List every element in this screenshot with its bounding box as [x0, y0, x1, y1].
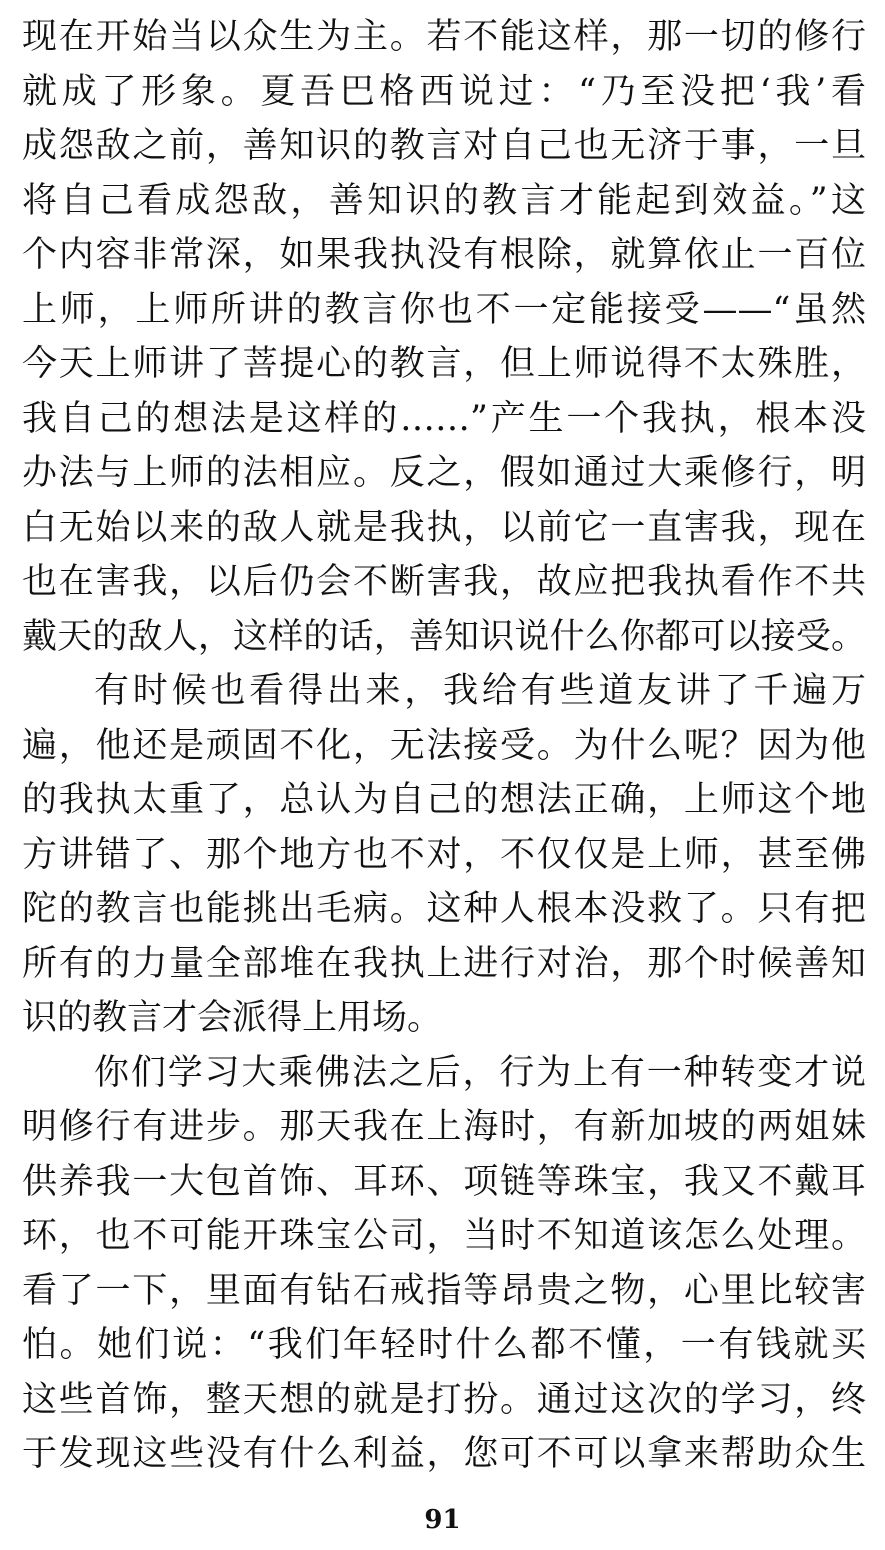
text-line: 上师，上师所讲的教言你也不一定能接受——“虽然 [22, 289, 866, 330]
text-line: 识的教言才会派得上用场。 [22, 998, 443, 1038]
text-line: 明修行有进步。那天我在上海时，有新加坡的两姐妹 [22, 1107, 866, 1147]
text-line: 这些首饰，整天想的就是打扮。通过这次的学习，终 [22, 1379, 866, 1420]
text-line: 办法与上师的法相应。反之，假如通过大乘修行，明 [22, 453, 866, 493]
text-line: 你们学习大乘佛法之后，行为上有一种转变才说 [94, 1052, 866, 1093]
text-line: 方讲错了、那个地方也不对，不仅仅是上师，甚至佛 [22, 834, 866, 875]
text-line: 于发现这些没有什么利益，您可不可以拿来帮助众生 [22, 1434, 866, 1474]
text-line: 所有的力量全部堆在我执上进行对治，那个时候善知 [22, 943, 866, 984]
text-line: 白无始以来的敌人就是我执，以前它一直害我，现在 [22, 507, 866, 548]
page-number: 91 [424, 1505, 461, 1535]
text-line: 遍，他还是顽固不化，无法接受。为什么呢？因为他 [22, 725, 866, 766]
text-line: 将自己看成怨敌，善知识的教言才能起到效益。”这 [22, 180, 866, 221]
text-line: 陀的教言也能挑出毛病。这种人根本没救了。只有把 [22, 889, 866, 929]
text-line: 戴天的敌人，这样的话，善知识说什么你都可以接受。 [22, 616, 866, 657]
text-line: 也在害我，以后仍会不断害我，故应把我执看作不共 [22, 562, 866, 602]
text-line: 就成了形象。夏吾巴格西说过：“乃至没把‘我’看 [22, 71, 866, 112]
text-line: 环，也不可能开珠宝公司，当时不知道该怎么处理。 [22, 1216, 866, 1256]
text-line: 有时候也看得出来，我给有些道友讲了千遍万 [94, 671, 866, 711]
text-line: 看了一下，里面有钻石戒指等昂贵之物，心里比较害 [22, 1270, 866, 1311]
text-line: 今天上师讲了菩提心的教言，但上师说得不太殊胜， [22, 344, 866, 384]
text-line: 的我执太重了，总认为自己的想法正确，上师这个地 [22, 780, 866, 820]
text-line: 现在开始当以众生为主。若不能这样，那一切的修行 [22, 17, 866, 57]
text-line: 个内容非常深，如果我执没有根除，就算依止一百位 [22, 235, 866, 275]
text-line: 怕。她们说：“我们年轻时什么都不懂，一有钱就买 [22, 1325, 866, 1365]
text-line: 成怨敌之前，善知识的教言对自己也无济于事，一旦 [22, 126, 866, 166]
text-line: 我自己的想法是这样的……”产生一个我执，根本没 [22, 398, 866, 439]
body-text [22, 10, 866, 1482]
text-line: 供养我一大包首饰、耳环、项链等珠宝，我又不戴耳 [22, 1161, 866, 1202]
